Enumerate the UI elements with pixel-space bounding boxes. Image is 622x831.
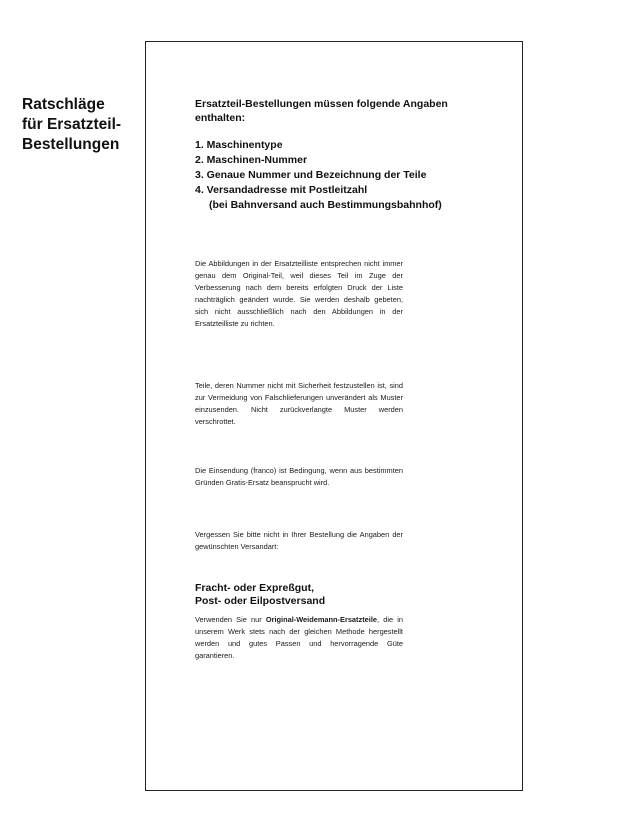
paragraph-text: Vergessen Sie bitte nicht in Ihrer Bestellung die Angaben der gewünschten Versandart: bbox=[195, 530, 403, 551]
paragraph-text: Die Einsendung (franco) ist Bedingung, wenn aus bestimmten Gründen Gratis-Ersatz beansprucht wird. bbox=[195, 466, 403, 487]
list-item: 1. Maschinentype bbox=[195, 139, 283, 151]
list-item-note: (bei Bahnversand auch Bestimmungsbahnhof) bbox=[209, 199, 442, 211]
section-header: Ersatzteil-Bestellungen müssen folgende Angaben enthalten: bbox=[195, 98, 448, 124]
paragraph-franco bbox=[195, 465, 403, 489]
side-title-line: für Ersatzteil- bbox=[22, 116, 122, 133]
paragraph-text bbox=[195, 614, 403, 662]
side-title-line: Ratschläge bbox=[22, 96, 105, 113]
text-post: , die in unserem Werk stets nach der gleichen Methode hergestellt werden und gutes Passen und hervorragende Güte garantieren. bbox=[195, 615, 403, 660]
list-item: 3. Genaue Nummer und Bezeichnung der Teile bbox=[195, 169, 427, 181]
subhead-line: Fracht- oder Expreßgut, bbox=[195, 582, 315, 594]
paragraph-illustrations bbox=[195, 258, 403, 330]
side-title bbox=[22, 95, 142, 155]
paragraph-original-parts bbox=[195, 614, 403, 662]
list-item: 2. Maschinen-Nummer bbox=[195, 154, 308, 166]
paragraph-text: Teile, deren Nummer nicht mit Sicherheit festzustellen ist, sind zur Vermeidung von Falschlieferungen unverändert als Muster einzusenden. Nicht zurückverlangte Muster werden verschrottet. bbox=[195, 381, 403, 426]
paragraph-text: Die Abbildungen in der Ersatzteilliste entsprechen nicht immer genau dem Original-Teil, weil dieses Teil im Zuge der Verbesserung nach dem bereits erfolgten Druck der Liste nachträglich geändert wurde. Sie werden deshalb gebeten, sich nicht ausschließlich nach den Abbildungen in der Ersatzteilliste zu richten. bbox=[195, 259, 403, 328]
paragraph-samples bbox=[195, 380, 403, 428]
side-title-line: Bestellungen bbox=[22, 136, 120, 153]
paragraph-shipping bbox=[195, 529, 403, 553]
brand-name: Original-Weidemann-Ersatzteile bbox=[265, 615, 377, 624]
list-item: 4. Versandadresse mit Postleitzahl bbox=[195, 184, 368, 196]
shipping-method-heading bbox=[195, 582, 415, 608]
text-pre: Verwenden Sie nur bbox=[195, 615, 266, 624]
subhead-line: Post- oder Eilpostversand bbox=[195, 595, 326, 607]
requirements-list bbox=[195, 138, 495, 213]
